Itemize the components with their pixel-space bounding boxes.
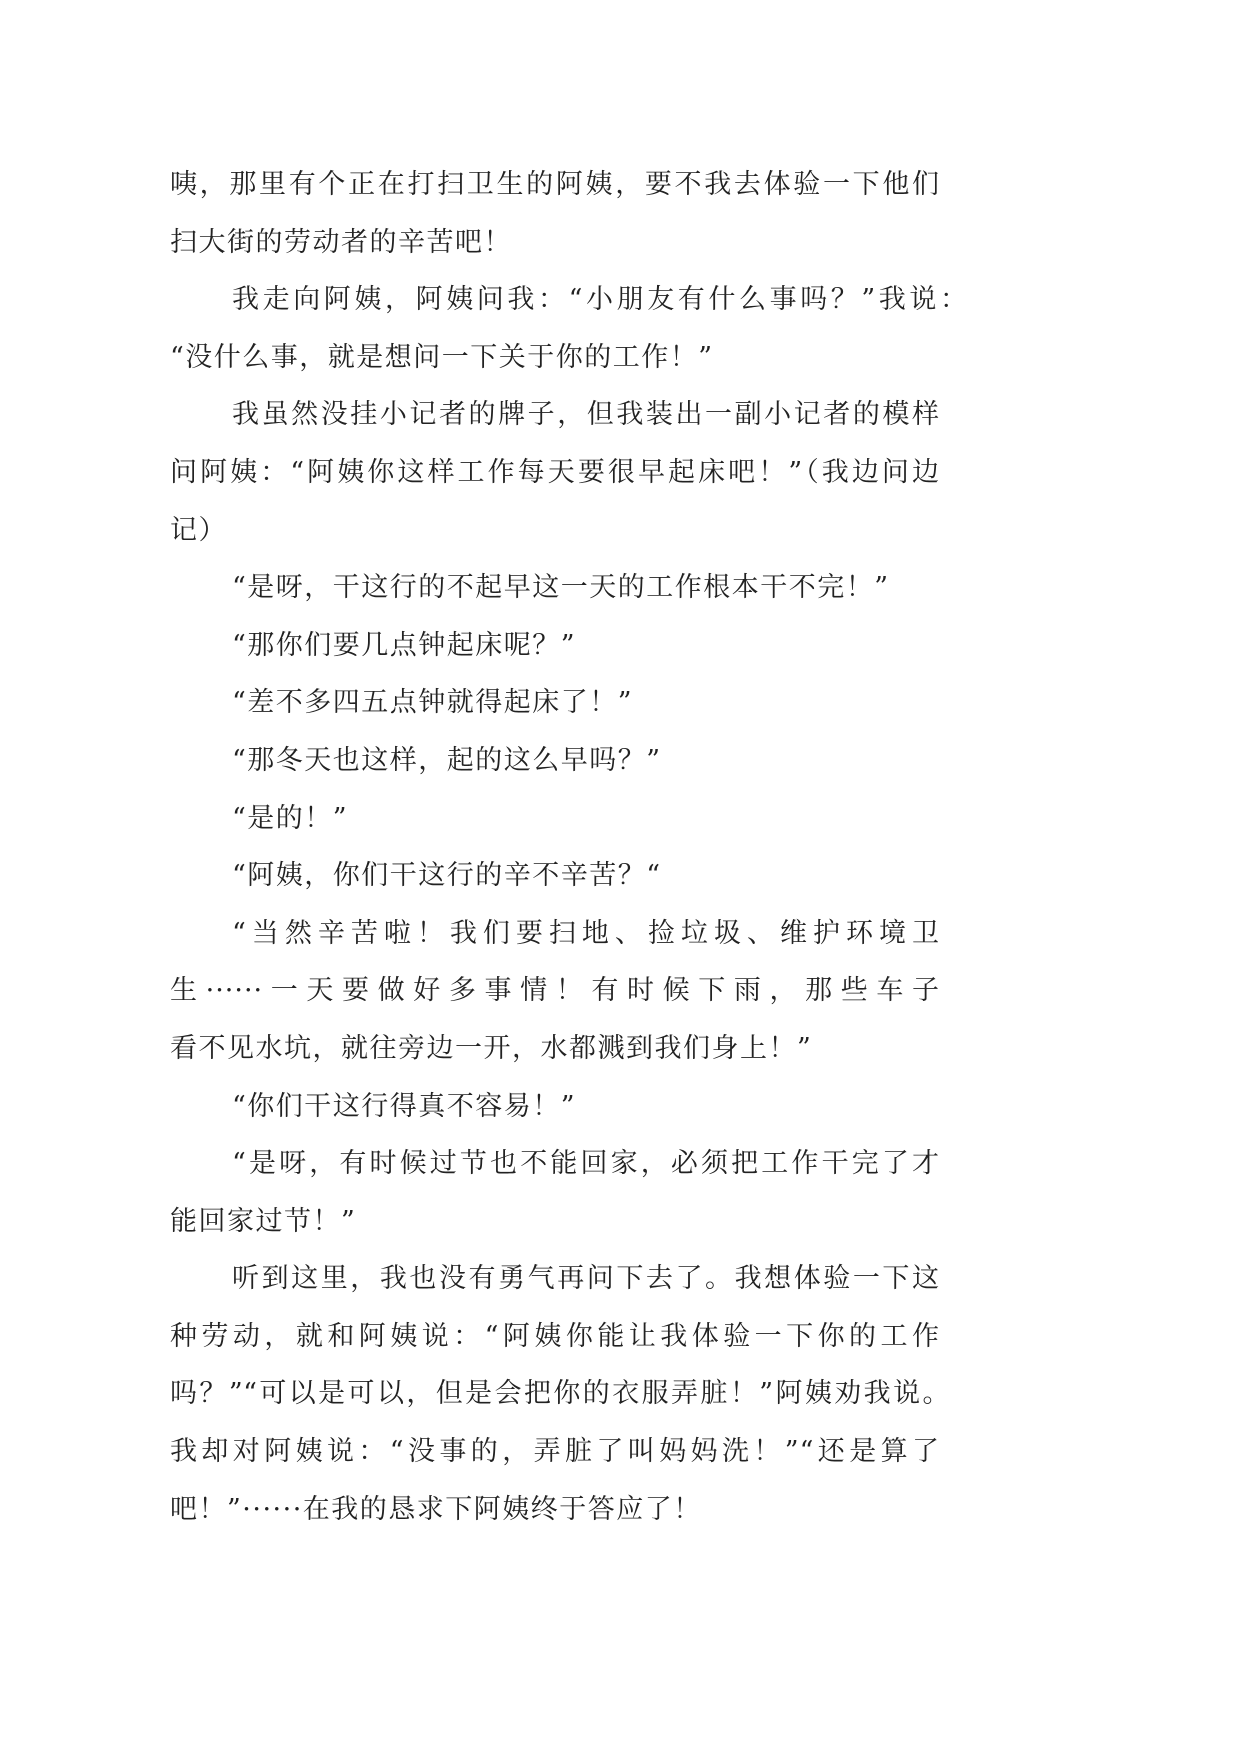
body-text: [170, 156, 970, 1538]
paragraph: [170, 790, 970, 848]
paragraph: [170, 386, 970, 559]
text-line: “是的！”: [232, 802, 349, 834]
text-line: 扫大街的劳动者的辛苦吧！: [170, 226, 512, 258]
paragraph: [170, 617, 970, 675]
paragraph: [170, 271, 970, 386]
text-line: 我却对阿姨说：“没事的，弄脏了叫妈妈洗！”“还是算了: [170, 1436, 940, 1468]
text-line: “没什么事，就是想问一下关于你的工作！”: [170, 341, 714, 373]
text-line: 吗？”“可以是可以，但是会把你的衣服弄脏！”阿姨劝我说。: [170, 1378, 950, 1410]
text-line: 能回家过节！”: [170, 1205, 357, 1237]
text-line: “阿姨，你们干这行的辛不辛苦？“: [232, 860, 662, 892]
text-line: 我虽然没挂小记者的牌子，但我装出一副小记者的模样: [232, 399, 940, 431]
text-line: “那冬天也这样，起的这么早吗？”: [232, 744, 662, 776]
paragraph: [170, 732, 970, 790]
text-line: 种劳动，就和阿姨说：“阿姨你能让我体验一下你的工作: [170, 1320, 940, 1352]
paragraph: [170, 1078, 970, 1136]
text-line: 问阿姨：“阿姨你这样工作每天要很早起床吧！”（我边问边: [170, 456, 940, 488]
text-line: “是呀，干这行的不起早这一天的工作根本干不完！”: [232, 572, 890, 604]
paragraph: [170, 847, 970, 905]
paragraph: [170, 674, 970, 732]
paragraph: [170, 1250, 970, 1538]
paragraph: [170, 559, 970, 617]
text-line: “当然辛苦啦！我们要扫地、捡垃圾、维护环境卫: [232, 917, 940, 949]
text-line: “差不多四五点钟就得起床了！”: [232, 687, 634, 719]
text-line: “是呀，有时候过节也不能回家，必须把工作干完了才: [232, 1148, 940, 1180]
text-line: 记）: [170, 514, 227, 546]
text-line: “你们干这行得真不容易！”: [232, 1090, 577, 1122]
text-line: “那你们要几点钟起床呢？”: [232, 629, 577, 661]
text-line: 吧！”······在我的恳求下阿姨终于答应了！: [170, 1493, 702, 1525]
text-line: 听到这里，我也没有勇气再问下去了。我想体验一下这: [232, 1263, 940, 1295]
text-line: 看不见水坑，就往旁边一开，水都溅到我们身上！”: [170, 1032, 813, 1064]
text-line: 生······一天要做好多事情！有时候下雨，那些车子: [170, 975, 940, 1007]
paragraph: [170, 1135, 970, 1250]
text-line: 我走向阿姨，阿姨问我：“小朋友有什么事吗？”我说：: [232, 284, 968, 316]
paragraph: [170, 156, 970, 271]
text-line: 咦，那里有个正在打扫卫生的阿姨，要不我去体验一下他们: [170, 169, 940, 200]
paragraph: [170, 905, 970, 1078]
